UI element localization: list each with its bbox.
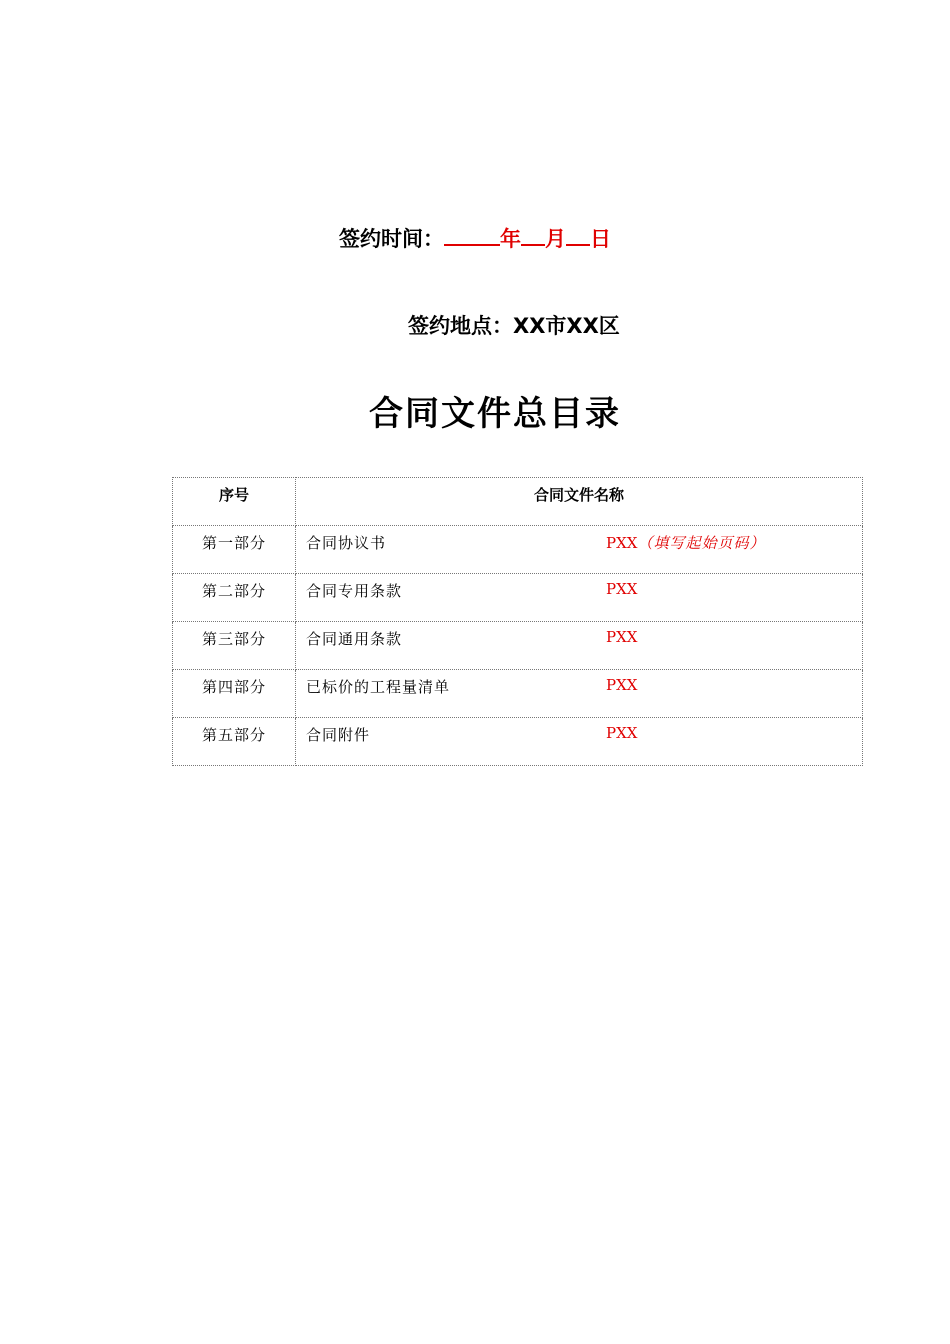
month-blank bbox=[521, 222, 545, 246]
table-row bbox=[173, 574, 863, 622]
row-page-ref bbox=[606, 724, 637, 742]
row-page-ref bbox=[606, 532, 765, 553]
row-doc-name: 合同附件 bbox=[306, 726, 371, 744]
row-seq: 第二部分 bbox=[173, 574, 296, 622]
signing-date bbox=[444, 227, 611, 251]
row-doc-name: 合同专用条款 bbox=[306, 582, 403, 600]
signing-time-label: 签约时间： bbox=[339, 227, 444, 251]
signing-time bbox=[339, 222, 611, 255]
page-number: PXX bbox=[606, 724, 638, 742]
day-blank bbox=[566, 222, 590, 246]
row-page-ref bbox=[606, 580, 637, 598]
table-row bbox=[173, 526, 863, 574]
signing-place-value: XX市XX区 bbox=[513, 314, 620, 338]
year-blank bbox=[444, 222, 500, 246]
table-row bbox=[173, 622, 863, 670]
signing-place bbox=[408, 310, 620, 342]
month-label: 月 bbox=[545, 227, 566, 251]
table-row bbox=[173, 718, 863, 766]
row-name-cell bbox=[296, 526, 863, 574]
page-note: （填写起始页码） bbox=[637, 534, 766, 552]
row-seq: 第五部分 bbox=[173, 718, 296, 766]
year-label: 年 bbox=[500, 227, 521, 251]
table-header-row bbox=[173, 478, 863, 526]
row-name-cell bbox=[296, 622, 863, 670]
row-doc-name: 合同协议书 bbox=[306, 534, 387, 552]
row-doc-name: 合同通用条款 bbox=[306, 630, 403, 648]
page-number: PXX bbox=[606, 628, 638, 646]
row-name-cell bbox=[296, 718, 863, 766]
header-seq: 序号 bbox=[173, 478, 296, 526]
row-name-cell bbox=[296, 670, 863, 718]
row-page-ref bbox=[606, 628, 637, 646]
table-row bbox=[173, 670, 863, 718]
page-number: PXX bbox=[606, 676, 638, 694]
header-doc-name: 合同文件名称 bbox=[296, 478, 863, 526]
day-label: 日 bbox=[590, 227, 611, 251]
row-page-ref bbox=[606, 676, 637, 694]
page-number: PXX bbox=[606, 534, 638, 552]
row-seq: 第一部分 bbox=[173, 526, 296, 574]
contents-table bbox=[172, 477, 863, 766]
page-title: 合同文件总目录 bbox=[369, 394, 621, 434]
page-number: PXX bbox=[606, 580, 638, 598]
row-seq: 第三部分 bbox=[173, 622, 296, 670]
row-doc-name: 已标价的工程量清单 bbox=[306, 678, 451, 696]
row-name-cell bbox=[296, 574, 863, 622]
signing-place-label: 签约地点： bbox=[408, 314, 513, 338]
row-seq: 第四部分 bbox=[173, 670, 296, 718]
